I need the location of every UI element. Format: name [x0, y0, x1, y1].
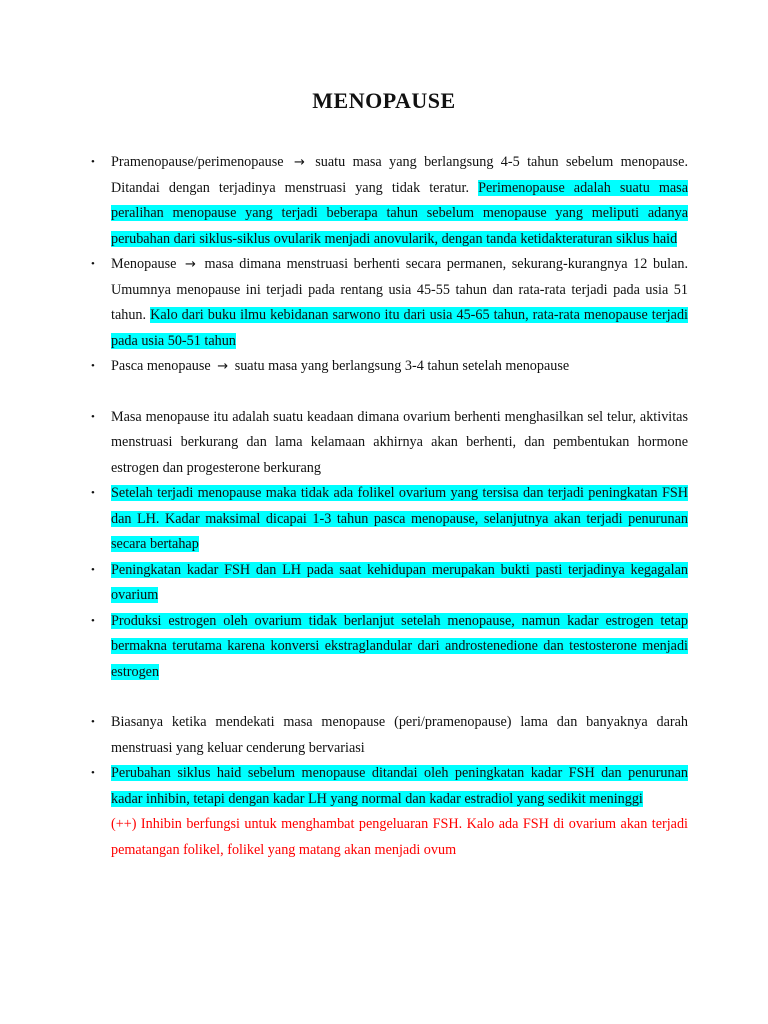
bullet-icon: • [91, 360, 95, 372]
bullet-icon: • [91, 614, 95, 627]
item-text: suatu masa yang berlangsung 3-4 tahun setelah menopause [234, 358, 570, 374]
list-item [88, 481, 688, 558]
bullet-icon: • [91, 258, 95, 270]
bullet-icon: • [91, 716, 95, 728]
arrow-right-icon: → [185, 257, 196, 272]
item-lead: Pasca menopause [111, 358, 211, 374]
arrow-right-icon: → [217, 359, 229, 374]
spacer [88, 685, 688, 710]
highlighted-text: Perubahan siklus haid sebelum menopause ditandai oleh peningkatan kadar FSH dan penurunan kadar inhibin, tetapi dengan kadar LH yang normal dan kadar estradiol yang sedikit meninggi [111, 765, 688, 807]
list-item [88, 710, 688, 761]
bullet-icon: • [91, 487, 95, 499]
highlighted-text: Peningkatan kadar FSH dan LH pada saat kehidupan merupakan bukti pasti terjadinya kegagalan ovarium [111, 561, 688, 603]
item-text: Biasanya ketika mendekati masa menopause (peri/pramenopause) lama dan banyaknya darah menstruasi yang keluar cenderung bervariasi [111, 714, 688, 756]
list-item [88, 609, 688, 686]
bullet-icon: • [91, 410, 95, 423]
item-text: masa dimana menstruasi berhenti secara permanen, sekurang-kurangnya 12 bulan. Umumnya menopause ini terjadi pada rentang usia 45-55 tahun dan rata-rata terjadi pada usia 51 tahun. [111, 256, 689, 323]
highlighted-text: Produksi estrogen oleh ovarium tidak berlanjut setelah menopause, namun kadar estrogen tetap bermakna terutama karena konversi ekstraglandular dari androstenedione dan testosterone menjadi estrogen [111, 612, 688, 680]
item-lead: Menopause [111, 256, 177, 272]
highlighted-text: Setelah terjadi menopause maka tidak ada folikel ovarium yang tersisa dan terjadi peningkatan FSH dan LH. Kadar maksimal dicapai 1-3 tahun pasca menopause, selanjutnya akan terjadi penurunan secara bertahap [111, 485, 688, 552]
item-text: Masa menopause itu adalah suatu keadaan dimana ovarium berhenti menghasilkan sel telur, aktivitas menstruasi berkurang dan lama kelamaan akhirnya akan berhenti, dan pembentukan hormone estrogen dan progesterone berkurang [111, 408, 688, 476]
red-note: (++) Inhibin berfungsi untuk menghambat pengeluaran FSH. Kalo ada FSH di ovarium akan terjadi pematangan folikel, folikel yang matang akan menjadi ovum [111, 816, 688, 858]
list-item [88, 761, 688, 812]
arrow-right-icon: → [293, 155, 305, 170]
list-item [88, 252, 688, 354]
bullet-icon: • [91, 156, 95, 168]
page-title: MENOPAUSE [312, 88, 456, 113]
highlighted-text: Perimenopause adalah suatu masa peralihan menopause yang terjadi beberapa tahun sebelum menopause yang meliputi adanya perubahan dari siklus-siklus ovularik menjadi anovularik, dengan tanda ketidakteraturan siklus haid [111, 179, 688, 247]
highlighted-text: Kalo dari buku ilmu kebidanan sarwono itu dari usia 45-65 tahun, rata-rata menopause terjadi pada usia 50-51 tahun [111, 307, 688, 349]
bullet-icon: • [91, 767, 95, 779]
list-item [88, 405, 688, 482]
item-lead: Pramenopause/perimenopause [111, 154, 284, 170]
list-item [88, 558, 688, 609]
spacer [88, 380, 688, 405]
bullet-list [88, 150, 688, 863]
list-item [88, 150, 688, 252]
item-text: suatu masa yang berlangsung 4-5 tahun sebelum menopause. Ditandai dengan terjadinya menstruasi yang tidak teratur. [111, 154, 689, 196]
list-item [88, 354, 688, 380]
bullet-icon: • [91, 563, 95, 576]
